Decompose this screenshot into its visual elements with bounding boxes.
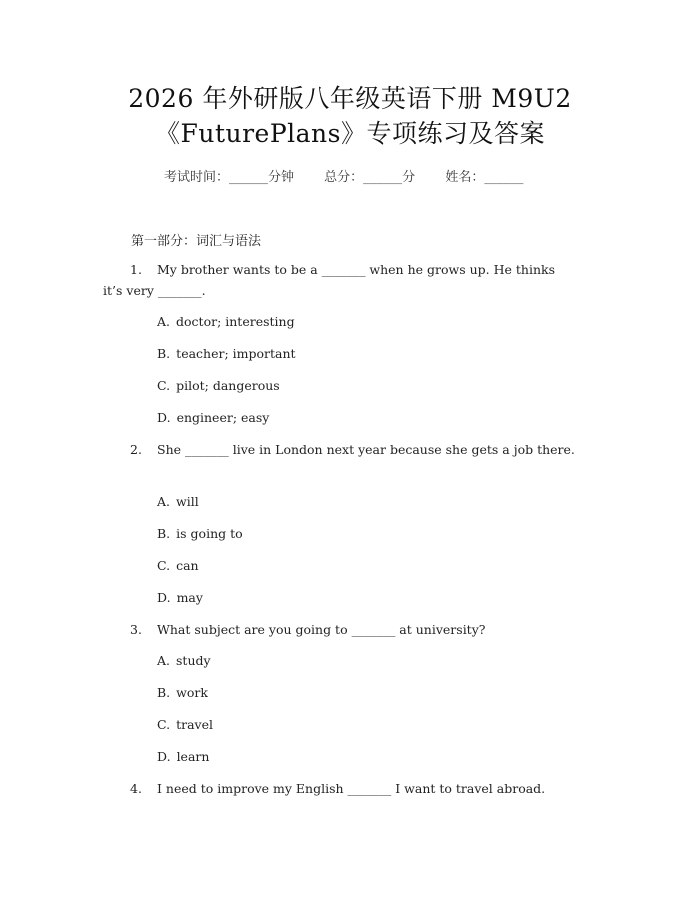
exam-score-field: 总分：______分 bbox=[324, 170, 416, 185]
question-3-option-b bbox=[157, 683, 208, 703]
option-letter: B. bbox=[157, 526, 171, 541]
option-text: pilot; dangerous bbox=[176, 378, 280, 393]
question-text: She _______ live in London next year because she gets a job there. bbox=[157, 442, 575, 457]
exam-name-field: 姓名：______ bbox=[445, 170, 524, 185]
question-3 bbox=[103, 619, 575, 640]
question-number: 3. bbox=[130, 622, 142, 637]
question-1-option-b bbox=[157, 344, 296, 364]
question-2-option-b bbox=[157, 524, 243, 544]
exam-info bbox=[164, 168, 523, 188]
option-letter: C. bbox=[157, 378, 171, 393]
option-text: may bbox=[176, 590, 203, 605]
question-2-option-a bbox=[157, 492, 199, 512]
document-title-line-2: 《FuturePlans》专项练习及答案 bbox=[155, 119, 545, 148]
question-text: I need to improve my English _______ I want to travel abroad. bbox=[157, 781, 546, 796]
question-4 bbox=[103, 778, 575, 799]
option-text: work bbox=[176, 685, 208, 700]
question-number: 4. bbox=[130, 781, 142, 796]
question-3-option-d bbox=[157, 747, 209, 767]
question-2 bbox=[103, 439, 575, 460]
question-number: 1. bbox=[130, 262, 142, 277]
question-2-option-d bbox=[157, 588, 203, 608]
option-text: is going to bbox=[176, 526, 243, 541]
option-letter: A. bbox=[157, 653, 171, 668]
option-letter: C. bbox=[157, 717, 171, 732]
option-text: engineer; easy bbox=[176, 410, 270, 425]
option-letter: B. bbox=[157, 346, 171, 361]
question-1-option-c bbox=[157, 376, 280, 396]
question-number: 2. bbox=[130, 442, 142, 457]
question-1-option-d bbox=[157, 408, 269, 428]
exam-time-field: 考试时间：______分钟 bbox=[164, 170, 295, 185]
option-letter: A. bbox=[157, 314, 171, 329]
option-letter: A. bbox=[157, 494, 171, 509]
question-1 bbox=[103, 259, 575, 301]
option-letter: D. bbox=[157, 410, 171, 425]
option-letter: C. bbox=[157, 558, 171, 573]
option-text: doctor; interesting bbox=[176, 314, 295, 329]
option-letter: D. bbox=[157, 749, 171, 764]
document-title-line-1: 2026 年外研版八年级英语下册 M9U2 bbox=[128, 84, 572, 113]
option-letter: D. bbox=[157, 590, 171, 605]
option-text: travel bbox=[176, 717, 214, 732]
question-2-option-c bbox=[157, 556, 199, 576]
section-title: 第一部分：词汇与语法 bbox=[131, 234, 262, 249]
question-1-option-a bbox=[157, 312, 295, 332]
option-text: study bbox=[176, 653, 211, 668]
question-3-option-c bbox=[157, 715, 213, 735]
option-text: will bbox=[176, 494, 199, 509]
question-text: What subject are you going to _______ at university? bbox=[157, 622, 486, 637]
option-text: learn bbox=[176, 749, 210, 764]
option-text: can bbox=[176, 558, 199, 573]
question-text: My brother wants to be a _______ when he grows up. He thinks it’s very _______. bbox=[103, 262, 555, 298]
option-text: teacher; important bbox=[176, 346, 296, 361]
question-3-option-a bbox=[157, 651, 211, 671]
option-letter: B. bbox=[157, 685, 171, 700]
